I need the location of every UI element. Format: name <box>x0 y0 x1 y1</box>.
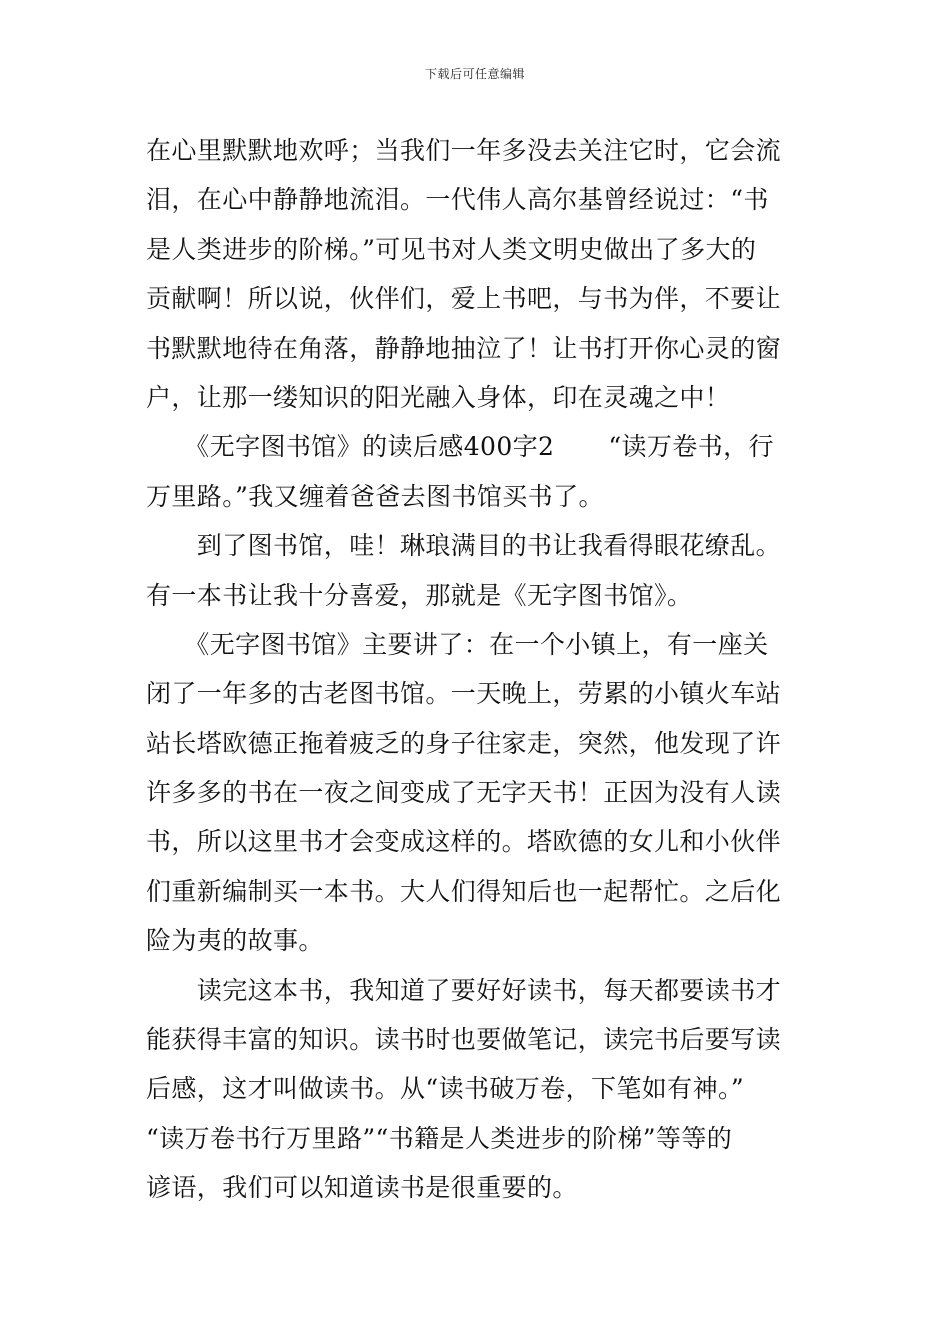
text-line: 到了图书馆，哇！琳琅满目的书让我看得眼花缭乱。 <box>146 531 782 561</box>
text-line: 后感，这才叫做读书。从“读书破万卷，下笔如有神。” <box>146 1074 745 1104</box>
text-line: 能获得丰富的知识。读书时也要做笔记，读完书后要写读 <box>146 1025 782 1055</box>
document-body <box>146 126 806 1213</box>
section-quote-start: “读万卷书，行 <box>608 432 774 462</box>
text-line: 读完这本书，我知道了要好好读书，每天都要读书才 <box>146 975 782 1005</box>
text-line: 贡献啊！所以说，伙伴们，爱上书吧，与书为伴，不要让 <box>146 284 782 314</box>
text-line: 书，所以这里书才会变成这样的。塔欧德的女儿和小伙伴 <box>146 827 782 857</box>
section-title-line <box>146 422 806 471</box>
text-line: 《无字图书馆》主要讲了：在一个小镇上，有一座关 <box>146 629 769 659</box>
text-line: 险为夷的故事。 <box>146 926 324 956</box>
text-line: 书默默地待在角落，静静地抽泣了！让书打开你心灵的窗 <box>146 333 782 363</box>
text-line: 泪，在心中静静地流泪。一代伟人高尔基曾经说过：“书 <box>146 185 769 215</box>
text-line: 站长塔欧德正拖着疲乏的身子往家走，突然，他发现了许 <box>146 728 782 758</box>
text-line: 有一本书让我十分喜爱，那就是《无字图书馆》。 <box>146 580 693 610</box>
section-title: 《无字图书馆》的读后感400字2 <box>146 432 555 462</box>
text-line: 许多多的书在一夜之间变成了无字天书！正因为没有人读 <box>146 778 782 808</box>
page-header: 下载后可任意编辑 <box>424 67 525 81</box>
text-line: “读万卷书行万里路”“书籍是人类进步的阶梯”等等的 <box>146 1123 733 1153</box>
text-line: 是人类进步的阶梯。”可见书对人类文明史做出了多大的 <box>146 234 757 264</box>
text-line: 万里路。”我又缠着爸爸去图书馆买书了。 <box>146 481 604 511</box>
text-line: 们重新编制买一本书。大人们得知后也一起帮忙。之后化 <box>146 876 782 906</box>
text-line: 在心里默默地欢呼；当我们一年多没去关注它时，它会流 <box>146 136 782 165</box>
text-line: 谚语，我们可以知道读书是很重要的。 <box>146 1173 578 1203</box>
text-line: 户，让那一缕知识的阳光融入身体，印在灵魂之中！ <box>146 382 731 412</box>
text-line: 闭了一年多的古老图书馆。一天晚上，劳累的小镇火车站 <box>146 679 782 709</box>
